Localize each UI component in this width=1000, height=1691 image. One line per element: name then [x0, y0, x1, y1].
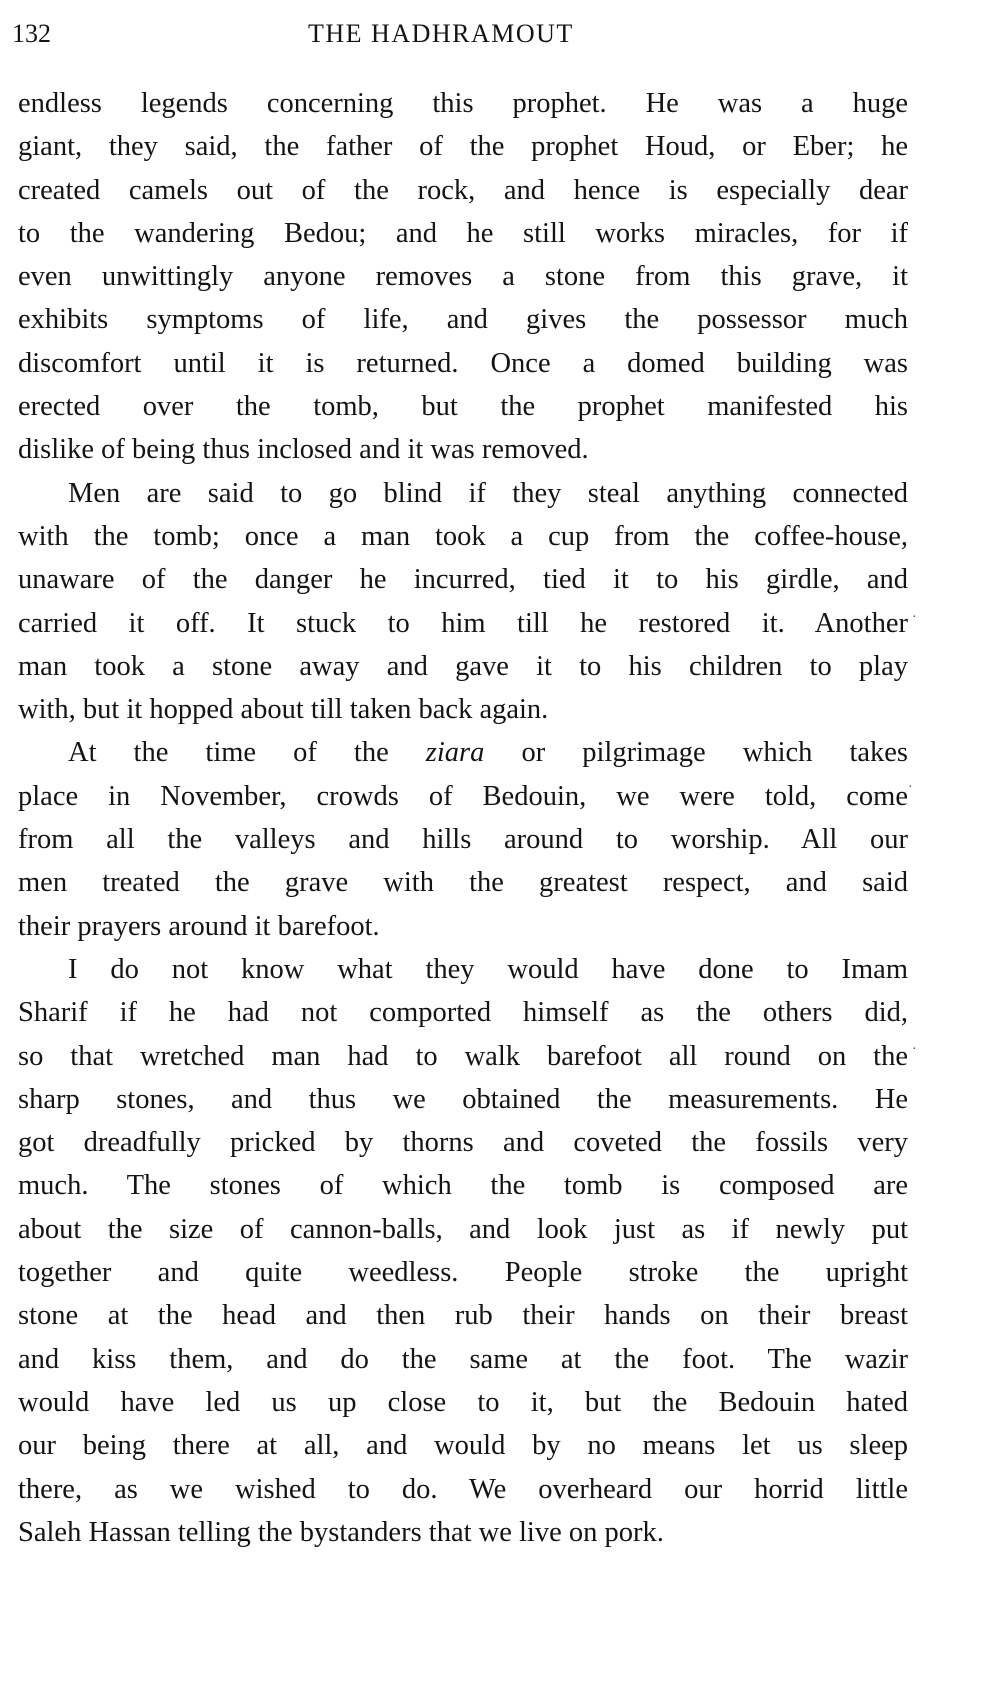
- text-line: their prayers around it barefoot.: [18, 910, 380, 942]
- text-line: got dreadfully pricked by thorns and coveted the fossils very: [18, 1127, 908, 1159]
- paragraph-4: [18, 948, 908, 1554]
- body-text: [18, 82, 908, 1554]
- scan-speck: ·: [912, 610, 917, 625]
- text-line: discomfort until it is returned. Once a domed building was: [18, 347, 908, 379]
- scan-speck: ·: [908, 780, 913, 795]
- text-line: Sharif if he had not comported himself as the others did,: [18, 997, 908, 1029]
- text-line: would have led us up close to it, but the Bedouin hated: [18, 1386, 908, 1418]
- text-segment: At the time of the: [68, 737, 426, 769]
- text-line: together and quite weedless. People stroke the upright: [18, 1257, 908, 1289]
- text-line: I do not know what they would have done to Imam: [68, 953, 908, 985]
- text-line: even unwittingly anyone removes a stone from this grave, it: [18, 261, 908, 293]
- text-line: place in November, crowds of Bedouin, we were told, come: [18, 780, 908, 812]
- text-line: stone at the head and then rub their hands on their breast: [18, 1300, 908, 1332]
- text-line: man took a stone away and gave it to his children to play: [18, 650, 908, 682]
- paragraph-2: [18, 472, 908, 732]
- text-line: erected over the tomb, but the prophet manifested his: [18, 391, 908, 423]
- paragraph-1: [18, 82, 908, 472]
- text-line: unaware of the danger he incurred, tied it to his girdle, and: [18, 564, 908, 596]
- italic-term: ziara: [425, 737, 485, 769]
- text-line: exhibits symptoms of life, and gives the possessor much: [18, 304, 908, 336]
- text-line: from all the valleys and hills around to worship. All our: [18, 824, 908, 856]
- scan-speck: ·: [912, 1042, 917, 1057]
- text-line: and kiss them, and do the same at the foot. The wazir: [18, 1343, 908, 1375]
- text-line: so that wretched man had to walk barefoot all round on the: [18, 1040, 908, 1072]
- text-line: dislike of being thus inclosed and it was removed.: [18, 434, 589, 466]
- text-line: created camels out of the rock, and hence is especially dear: [18, 174, 908, 206]
- text-line: with the tomb; once a man took a cup from the coffee-house,: [18, 520, 908, 552]
- text-line: Men are said to go blind if they steal anything connected: [68, 477, 908, 509]
- text-line: about the size of cannon-balls, and look just as if newly put: [18, 1213, 908, 1245]
- text-line: there, as we wished to do. We overheard our horrid little: [18, 1473, 908, 1505]
- paragraph-3: [18, 731, 908, 947]
- text-line: our being there at all, and would by no means let us sleep: [18, 1430, 908, 1462]
- text-line: much. The stones of which the tomb is composed are: [18, 1170, 908, 1202]
- running-title: THE HADHRAMOUT: [308, 19, 574, 48]
- text-line: sharp stones, and thus we obtained the measurements. He: [18, 1083, 908, 1115]
- text-line: to the wandering Bedou; and he still works miracles, for if: [18, 217, 908, 249]
- text-line: Saleh Hassan telling the bystanders that we live on pork.: [18, 1516, 664, 1548]
- text-line: with, but it hopped about till taken back again.: [18, 694, 549, 726]
- text-line-with-italic: [18, 731, 908, 774]
- text-line: giant, they said, the father of the prophet Houd, or Eber; he: [18, 131, 908, 163]
- page-header: [12, 14, 912, 54]
- text-segment: or pilgrimage which takes: [484, 737, 908, 769]
- text-line: men treated the grave with the greatest respect, and said: [18, 867, 908, 899]
- text-line: endless legends concerning this prophet. He was a huge: [18, 88, 908, 119]
- text-line: carried it off. It stuck to him till he restored it. Another: [18, 607, 908, 639]
- page-number: 132: [12, 19, 51, 48]
